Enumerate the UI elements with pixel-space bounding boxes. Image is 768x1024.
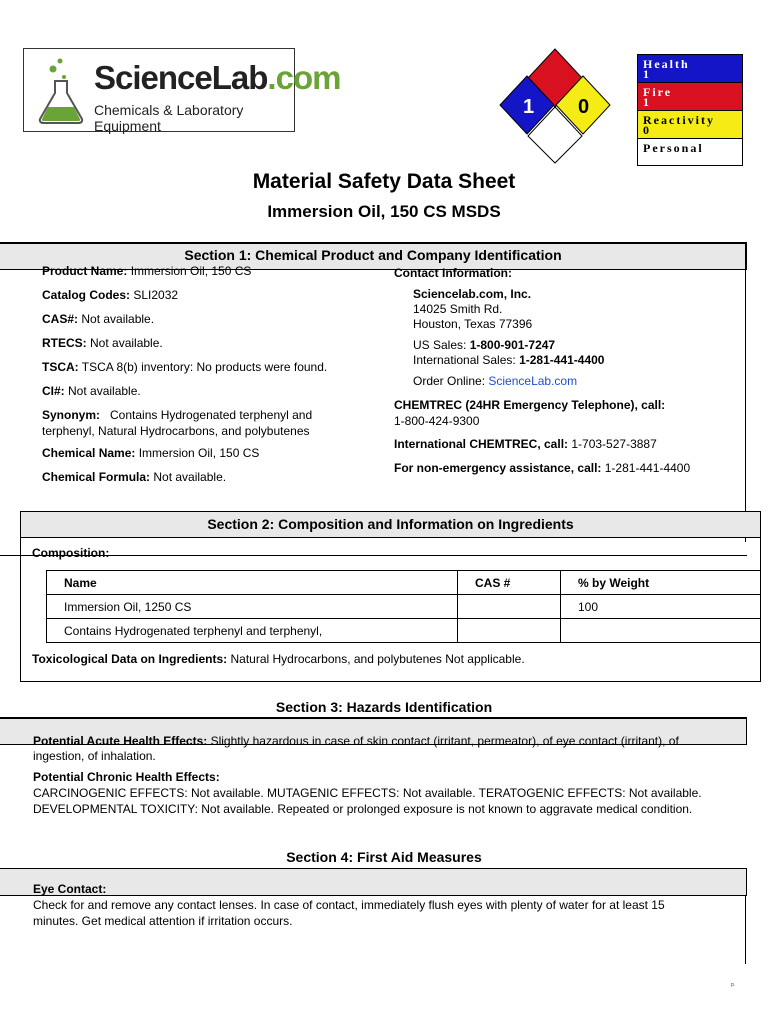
- logo-brand: ScienceLab.com: [94, 59, 341, 96]
- table-cell: Immersion Oil, 1250 CS: [47, 595, 458, 619]
- chronic-line-1: CARCINOGENIC EFFECTS: Not available. MUTAGENIC EFFECTS: Not available. TERATOGENIC EFFECTS: Not available.: [33, 786, 702, 800]
- field-label: Chemical Formula:: [42, 470, 151, 484]
- section1-heading: Section 1: Chemical Product and Company Identification: [0, 242, 747, 270]
- composition-table: [46, 570, 761, 643]
- section4-band: [0, 868, 747, 896]
- hmis-value: 1: [643, 67, 651, 81]
- field-label: RTECS:: [42, 336, 87, 350]
- nfpa-diamond: [499, 47, 611, 165]
- non-emergency: For non-emergency assistance, call: 1-281-441-4400: [394, 461, 691, 475]
- field-label: CAS#:: [42, 312, 79, 326]
- section2-bottom-rule: [20, 681, 761, 682]
- hmis-label: Fire: [643, 85, 673, 99]
- order-online: Order Online: ScienceLab.com: [413, 374, 578, 388]
- field-label: Synonym:: [42, 408, 101, 422]
- table-header-row: [47, 571, 761, 595]
- chronic-line-2: DEVELOPMENTAL TOXICITY: Not available. Repeated or prolonged exposure is not known to aggravate medical condition.: [33, 802, 693, 816]
- table-row: [47, 595, 761, 619]
- address-line-2: Houston, Texas 77396: [413, 317, 533, 331]
- field-label: TSCA:: [42, 360, 79, 374]
- field-row: [42, 287, 372, 303]
- acute-effects-cont: ingestion, of inhalation.: [33, 749, 156, 763]
- field-value: SLI2032: [130, 288, 179, 302]
- acute-effects: Potential Acute Health Effects: Slightly hazardous in case of skin contact (irritant, permeator), of eye contact (irritant), of: [33, 734, 679, 748]
- field-label: Catalog Codes:: [42, 288, 131, 302]
- field-label: Chemical Name:: [42, 446, 136, 460]
- flask-icon: [38, 57, 88, 125]
- section4-right-border: [745, 896, 746, 964]
- hmis-row-fire: [638, 83, 742, 111]
- nfpa-health: 1: [523, 96, 535, 118]
- field-row: [42, 469, 372, 485]
- table-cell: [458, 595, 561, 619]
- document-subtitle: Immersion Oil, 150 CS MSDS: [267, 202, 501, 221]
- intl-sales: International Sales: 1-281-441-4400: [413, 353, 605, 367]
- table-cell: [561, 619, 761, 643]
- intl-chemtrec: International CHEMTREC, call: 1-703-527-3887: [394, 437, 657, 451]
- section4-heading: Section 4: First Aid Measures: [286, 849, 482, 865]
- hmis-label: Personal: [643, 141, 704, 155]
- field-value: Not available.: [150, 470, 227, 484]
- eye-contact-line-1: Check for and remove any contact lenses. In case of contact, immediately flush eyes with plenty of water for at least 15: [33, 898, 665, 912]
- col-weight: % by Weight: [578, 575, 650, 590]
- section3-heading: Section 3: Hazards Identification: [275, 699, 493, 715]
- field-row: [42, 383, 372, 399]
- col-name: Name: [64, 575, 97, 590]
- nfpa-fire: 0: [578, 96, 590, 118]
- hmis-value: 1: [643, 95, 651, 109]
- hmis-label: [637, 54, 743, 166]
- field-value: Not available.: [78, 312, 155, 326]
- field-value-cont: terphenyl, Natural Hydrocarbons, and polybutenes: [42, 424, 310, 438]
- contact-label: Contact Information:: [394, 266, 512, 280]
- toxicological-data: Toxicological Data on Ingredients: Natural Hydrocarbons, and polybutenes Not applicable.: [32, 652, 525, 666]
- field-row: [42, 311, 372, 327]
- field-row: [42, 359, 372, 375]
- field-value: TSCA 8(b) inventory: No products were found.: [78, 360, 328, 374]
- table-cell: Contains Hydrogenated terphenyl and terphenyl,: [47, 619, 458, 643]
- hmis-row-reactivity: [638, 111, 742, 139]
- field-row: [42, 263, 372, 279]
- sciencelab-link[interactable]: ScienceLab.com: [488, 374, 578, 388]
- section2-rule: [0, 555, 747, 556]
- field-value: Immersion Oil, 150 CS: [135, 446, 260, 460]
- hmis-row-health: [638, 55, 742, 83]
- field-value: Not available.: [86, 336, 163, 350]
- hmis-label: Health: [643, 57, 690, 71]
- eye-contact-label: Eye Contact:: [33, 882, 107, 896]
- field-row: [42, 407, 372, 439]
- address-line-1: 14025 Smith Rd.: [413, 302, 503, 316]
- section2-left-border: [20, 511, 21, 681]
- section1-right-border: [745, 242, 746, 542]
- table-row: [47, 619, 761, 643]
- document-title: Material Safety Data Sheet: [252, 170, 516, 193]
- field-value: Not available.: [64, 384, 141, 398]
- table-cell: 100: [561, 595, 761, 619]
- field-value: Immersion Oil, 150 CS: [127, 264, 252, 278]
- field-row: [42, 335, 372, 351]
- section1-top-rule: [0, 242, 747, 244]
- hmis-value: 0: [643, 123, 651, 137]
- us-sales: US Sales: 1-800-901-7247: [413, 338, 556, 352]
- company-name: Sciencelab.com, Inc.: [413, 287, 532, 301]
- logo-tagline: Chemicals & Laboratory Equipment: [94, 102, 244, 134]
- col-cas: CAS #: [475, 575, 511, 590]
- chronic-label: Potential Chronic Health Effects:: [33, 770, 220, 784]
- hmis-label: Reactivity: [643, 113, 715, 127]
- section2-heading: Section 2: Composition and Information on Ingredients: [20, 511, 761, 538]
- composition-label: Composition:: [32, 546, 110, 560]
- chemtrec-phone: 1-800-424-9300: [394, 414, 480, 428]
- field-label: Product Name:: [42, 264, 128, 278]
- field-row: [42, 445, 372, 461]
- hmis-row-personal: [638, 139, 742, 165]
- chemtrec-label: CHEMTREC (24HR Emergency Telephone), call:: [394, 398, 666, 412]
- field-label: CI#:: [42, 384, 65, 398]
- footer-mark: p.: [731, 982, 736, 988]
- sciencelab-logo: [23, 48, 341, 134]
- eye-contact-line-2: minutes. Get medical attention if irritation occurs.: [33, 914, 293, 928]
- table-cell: [458, 619, 561, 643]
- field-value: Contains Hydrogenated terphenyl and: [100, 408, 313, 422]
